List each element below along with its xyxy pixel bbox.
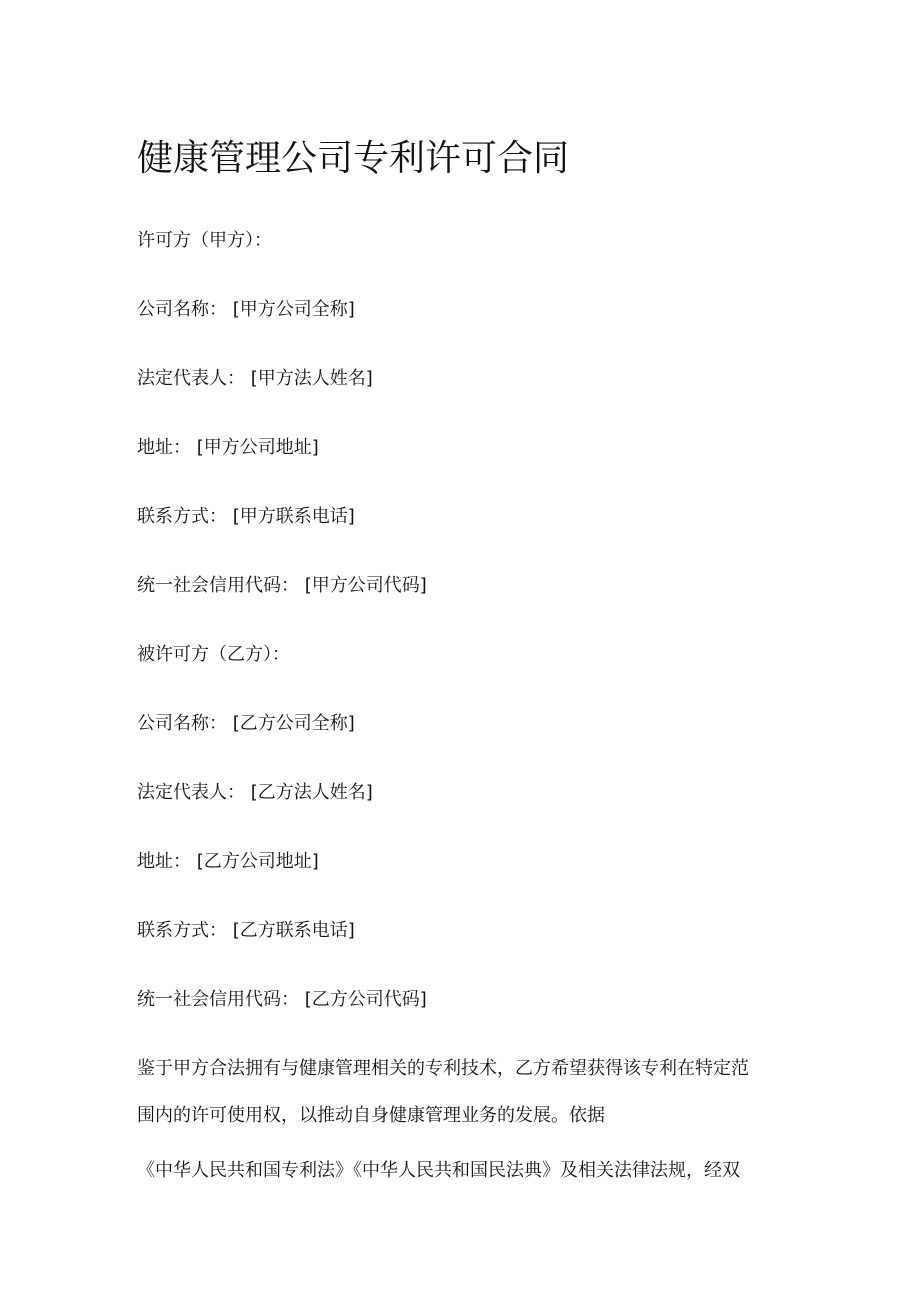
document-title: 健康管理公司专利许可合同 <box>137 138 570 179</box>
licensor-legal-rep: 法定代表人： [甲方法人姓名] <box>137 368 373 389</box>
licensee-company-name: 公司名称： [乙方公司全称] <box>137 713 355 734</box>
licensor-contact: 联系方式： [甲方联系电话] <box>137 506 355 527</box>
licensee-credit-code: 统一社会信用代码： [乙方公司代码] <box>137 989 427 1010</box>
licensee-heading: 被许可方（乙方）： <box>137 644 290 665</box>
licensor-address: 地址： [甲方公司地址] <box>137 437 319 458</box>
licensee-legal-rep: 法定代表人： [乙方法人姓名] <box>137 782 373 803</box>
licensee-contact: 联系方式： [乙方联系电话] <box>137 920 355 941</box>
preamble-line-2: 围内的许可使用权，以推动自身健康管理业务的发展。依据 <box>137 1105 605 1126</box>
licensor-company-name: 公司名称： [甲方公司全称] <box>137 299 355 320</box>
licensor-credit-code: 统一社会信用代码： [甲方公司代码] <box>137 575 427 596</box>
licensee-address: 地址： [乙方公司地址] <box>137 851 319 872</box>
preamble-line-1: 鉴于甲方合法拥有与健康管理相关的专利技术，乙方希望获得该专利在特定范 <box>137 1058 749 1079</box>
preamble-line-3: 《中华人民共和国专利法》《中华人民共和国民法典》及相关法律法规，经双 <box>137 1160 740 1181</box>
licensor-heading: 许可方（甲方）： <box>137 230 272 251</box>
